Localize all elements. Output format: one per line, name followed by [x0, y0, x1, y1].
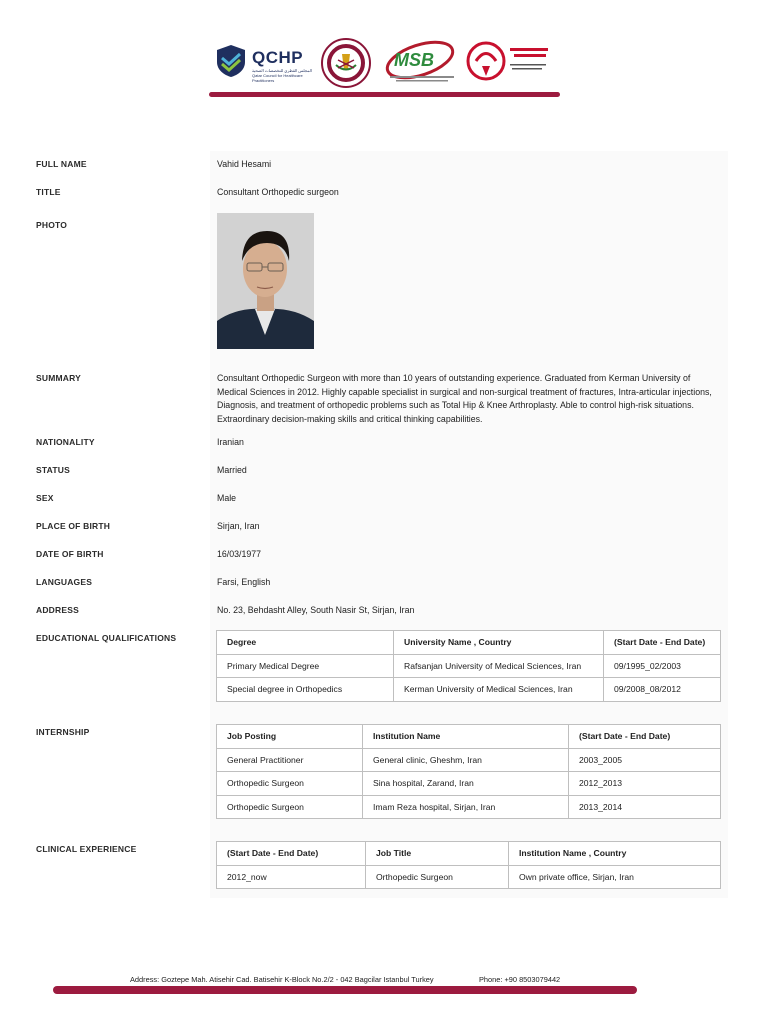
internship-label: INTERNSHIP: [36, 727, 90, 737]
summary-row: [30, 357, 728, 429]
clinical-experience-cell: [210, 836, 728, 898]
table-header-cell: (Start Date - End Date): [217, 842, 366, 866]
qatar-ministry-seal: [320, 38, 372, 88]
summary-label: SUMMARY: [36, 373, 81, 383]
table-header-cell: University Name , Country: [394, 631, 604, 655]
education-row: [30, 625, 728, 719]
languages-label: LANGUAGES: [36, 577, 93, 587]
clinical-experience-table: [216, 841, 721, 889]
education-cell: [210, 625, 728, 719]
profile-photo: [217, 213, 314, 349]
table-cell: Sina hospital, Zarand, Iran: [363, 772, 569, 796]
sex-value: Male: [210, 485, 728, 513]
footer-divider: [53, 986, 637, 994]
sex-row: [30, 485, 728, 513]
address-value: No. 23, Behdasht Alley, South Nasir St, Sirjan, Iran: [210, 597, 728, 625]
place-of-birth-value: Sirjan, Iran: [210, 513, 728, 541]
oman-ministry-logo: [466, 38, 556, 88]
internship-cell: [210, 719, 728, 836]
table-cell: Orthopedic Surgeon: [366, 865, 509, 889]
title-label: TITLE: [36, 187, 61, 197]
header-logos: [0, 38, 768, 90]
place-of-birth-label: PLACE OF BIRTH: [36, 521, 111, 531]
table-header-cell: (Start Date - End Date): [569, 725, 721, 749]
cv-content: [30, 151, 728, 898]
education-label: EDUCATIONAL QUALIFICATIONS: [36, 633, 177, 643]
table-row: [217, 772, 721, 796]
table-header-row: [217, 725, 721, 749]
nationality-row: [30, 429, 728, 457]
table-header-row: [217, 842, 721, 866]
table-header-cell: Degree: [217, 631, 394, 655]
place-of-birth-row: [30, 513, 728, 541]
internship-row: [30, 719, 728, 836]
footer-address: Address: Goztepe Mah. Atisehir Cad. Batisehir K-Block No.2/2 - 042 Bagcilar Istanbul Turkey: [130, 975, 434, 984]
table-header-cell: Institution Name: [363, 725, 569, 749]
full-name-row: [30, 151, 728, 179]
languages-value: Farsi, English: [210, 569, 728, 597]
table-cell: 2012_2013: [569, 772, 721, 796]
header-divider: [209, 92, 560, 97]
table-cell: 2013_2014: [569, 795, 721, 819]
table-header-cell: Job Title: [366, 842, 509, 866]
status-row: [30, 457, 728, 485]
footer-phone: Phone: +90 8503079442: [479, 975, 561, 984]
title-value: Consultant Orthopedic surgeon: [210, 179, 728, 207]
status-label: STATUS: [36, 465, 70, 475]
table-cell: 2003_2005: [569, 748, 721, 772]
photo-cell: [210, 207, 728, 357]
title-row: [30, 179, 728, 207]
education-table: [216, 630, 721, 702]
address-label: ADDRESS: [36, 605, 79, 615]
address-row: [30, 597, 728, 625]
sex-label: SEX: [36, 493, 54, 503]
qchp-shield-icon: [216, 44, 246, 78]
table-cell: Kerman University of Medical Sciences, Iran: [394, 678, 604, 702]
svg-text:MSB: MSB: [394, 50, 434, 70]
date-of-birth-value: 16/03/1977: [210, 541, 728, 569]
status-value: Married: [210, 457, 728, 485]
table-row: [217, 748, 721, 772]
summary-value: Consultant Orthopedic Surgeon with more than 10 years of outstanding experience. Graduated from Kerman University of Medical Sciences in 2012. Highly capable specialist in surgical and non-surgical treatment of fractures, Intra-articular injections, Diagnosis, and treatment of orthopedic problems such as Total Hip & Knee Arthroplasty. Able to control high-risk situations. Extraordinary decision-making skills and critical thinking capabilities.: [210, 357, 728, 429]
clinical-experience-row: [30, 836, 728, 898]
table-cell: Own private office, Sirjan, Iran: [509, 865, 721, 889]
table-header-cell: (Start Date - End Date): [604, 631, 721, 655]
table-header-cell: Job Posting: [217, 725, 363, 749]
table-cell: Orthopedic Surgeon: [217, 772, 363, 796]
photo-row: [30, 207, 728, 357]
table-header-row: [217, 631, 721, 655]
table-cell: Rafsanjan University of Medical Sciences, Iran: [394, 654, 604, 678]
table-cell: Orthopedic Surgeon: [217, 795, 363, 819]
date-of-birth-label: DATE OF BIRTH: [36, 549, 104, 559]
table-row: [217, 795, 721, 819]
msb-logo: [384, 38, 462, 88]
date-of-birth-row: [30, 541, 728, 569]
table-row: [217, 678, 721, 702]
table-cell: 09/2008_08/2012: [604, 678, 721, 702]
nationality-value: Iranian: [210, 429, 728, 457]
languages-row: [30, 569, 728, 597]
table-cell: General clinic, Gheshm, Iran: [363, 748, 569, 772]
internship-table: [216, 724, 721, 819]
clinical-experience-label: CLINICAL EXPERIENCE: [36, 844, 137, 854]
table-row: [217, 865, 721, 889]
table-row: [217, 654, 721, 678]
table-cell: Imam Reza hospital, Sirjan, Iran: [363, 795, 569, 819]
full-name-label: FULL NAME: [36, 159, 87, 169]
table-cell: General Practitioner: [217, 748, 363, 772]
table-cell: 09/1995_02/2003: [604, 654, 721, 678]
full-name-value: Vahid Hesami: [210, 151, 728, 179]
qchp-logo: [216, 38, 316, 88]
photo-label: PHOTO: [36, 220, 68, 230]
table-cell: Primary Medical Degree: [217, 654, 394, 678]
qchp-logo-subtitle: المجلس القطري للتخصصات الصحية Qatar Council for Healthcare Practitioners: [252, 68, 312, 83]
table-cell: Special degree in Orthopedics: [217, 678, 394, 702]
nationality-label: NATIONALITY: [36, 437, 95, 447]
table-cell: 2012_now: [217, 865, 366, 889]
table-header-cell: Institution Name , Country: [509, 842, 721, 866]
qchp-logo-text: QCHP: [252, 48, 304, 67]
